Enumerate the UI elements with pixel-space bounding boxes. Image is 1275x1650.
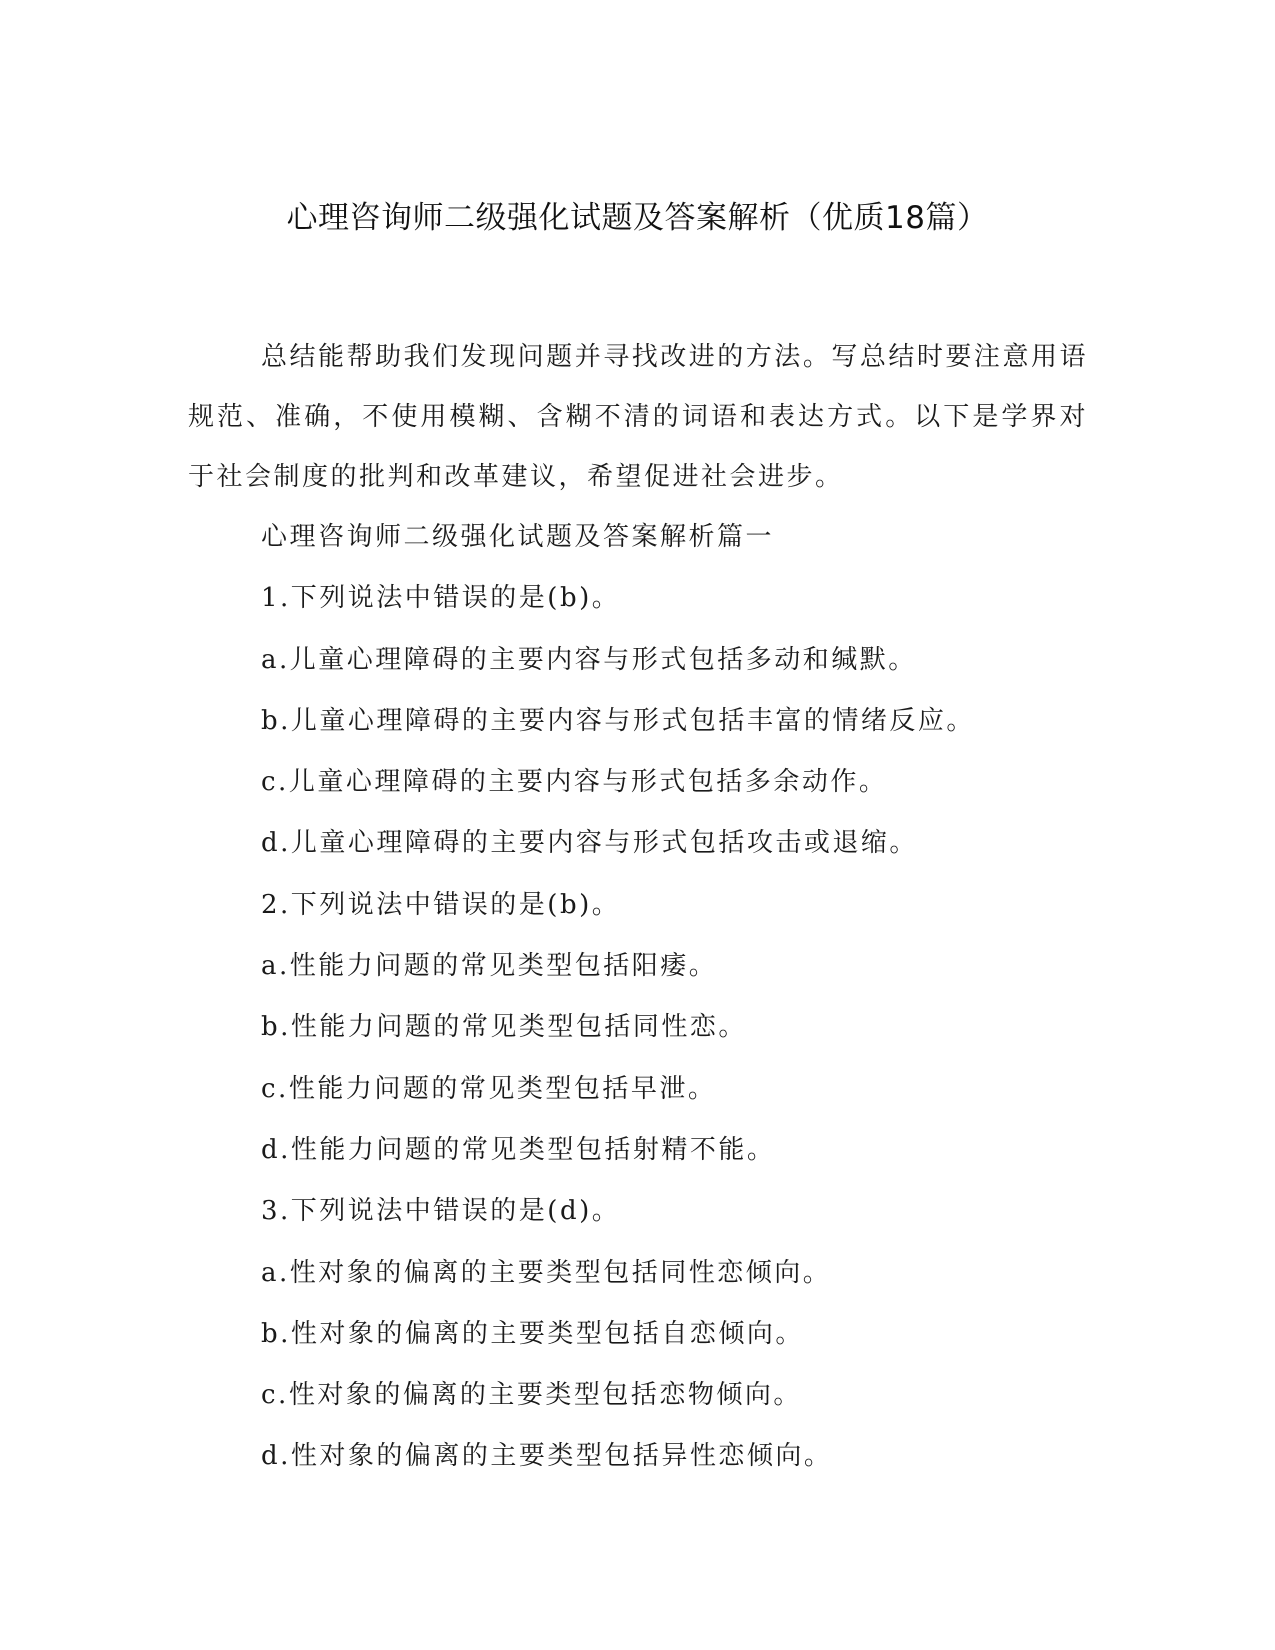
document-body [188, 327, 1088, 1488]
intro-paragraph: 总结能帮助我们发现问题并寻找改进的方法。写总结时要注意用语规范、准确，不使用模糊、含糊不清的词语和表达方式。以下是学界对于社会制度的批判和改革建议，希望促进社会进步。 [188, 342, 1088, 492]
question-option: b.性能力问题的常见类型包括同性恋。 [261, 1012, 747, 1043]
question-option: c.性对象的偏离的主要类型包括恋物倾向。 [261, 1380, 802, 1411]
question-option: a.儿童心理障碍的主要内容与形式包括多动和缄默。 [261, 644, 917, 675]
question-option: b.性对象的偏离的主要类型包括自恋倾向。 [261, 1318, 804, 1349]
question-option: d.性能力问题的常见类型包括射精不能。 [261, 1134, 776, 1165]
section-title: 心理咨询师二级强化试题及答案解析篇一 [261, 522, 775, 552]
question-2 [188, 875, 1088, 1181]
question-stem: 2.下列说法中错误的是(b)。 [261, 889, 621, 920]
document-title: 心理咨询师二级强化试题及答案解析（优质18篇） [286, 200, 989, 236]
question-1 [188, 568, 1088, 874]
question-option: c.性能力问题的常见类型包括早泄。 [261, 1073, 717, 1104]
question-option: d.儿童心理障碍的主要内容与形式包括攻击或退缩。 [261, 828, 918, 859]
question-option: a.性能力问题的常见类型包括阳痿。 [261, 951, 718, 982]
question-3 [188, 1181, 1088, 1487]
question-stem: 1.下列说法中错误的是(b)。 [261, 583, 621, 614]
question-stem: 3.下列说法中错误的是(d)。 [261, 1196, 621, 1227]
question-option: c.儿童心理障碍的主要内容与形式包括多余动作。 [261, 767, 888, 798]
question-option: a.性对象的偏离的主要类型包括同性恋倾向。 [261, 1257, 832, 1288]
question-option: b.儿童心理障碍的主要内容与形式包括丰富的情绪反应。 [261, 705, 975, 736]
question-option: d.性对象的偏离的主要类型包括异性恋倾向。 [261, 1441, 833, 1472]
